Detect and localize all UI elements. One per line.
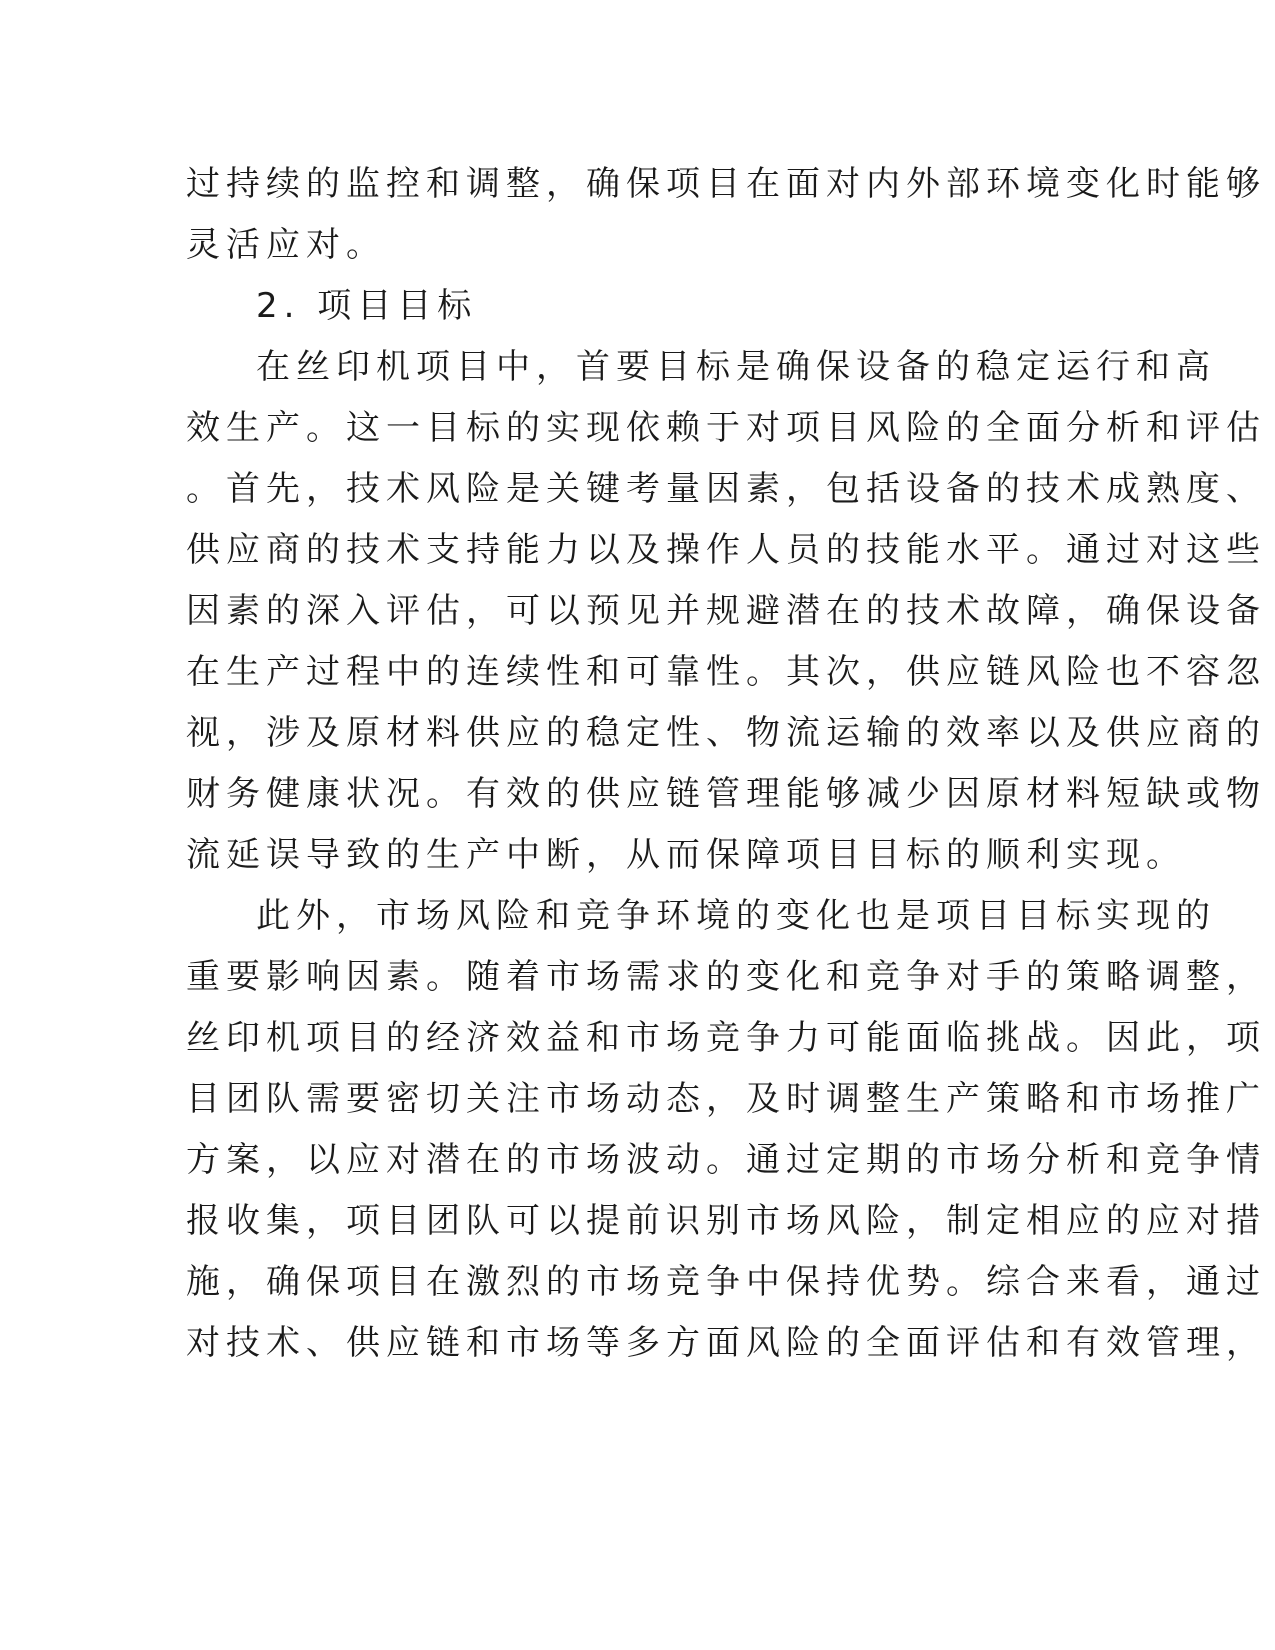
paragraph-1 xyxy=(186,337,1266,886)
text-line: 因素的深入评估，可以预见并规避潜在的技术故障，确保设备 xyxy=(186,591,1266,631)
text-line: 施，确保项目在激烈的市场竞争中保持优势。综合来看，通过 xyxy=(186,1262,1266,1302)
text-line: 在丝印机项目中，首要目标是确保设备的稳定运行和高 xyxy=(256,347,1216,387)
text-line: 在生产过程中的连续性和可靠性。其次，供应链风险也不容忽 xyxy=(186,652,1266,692)
document-body xyxy=(186,154,1266,1374)
text-line: 供应商的技术支持能力以及操作人员的技能水平。通过对这些 xyxy=(186,530,1266,570)
text-line: 重要影响因素。随着市场需求的变化和竞争对手的策略调整， xyxy=(186,957,1266,997)
text-line: 财务健康状况。有效的供应链管理能够减少因原材料短缺或物 xyxy=(186,774,1266,814)
text-line: 方案，以应对潜在的市场波动。通过定期的市场分析和竞争情 xyxy=(186,1140,1266,1180)
text-line: 过持续的监控和调整，确保项目在面对内外部环境变化时能够 xyxy=(186,164,1266,204)
text-line: 丝印机项目的经济效益和市场竞争力可能面临挑战。因此，项 xyxy=(186,1018,1266,1058)
text-line: 效生产。这一目标的实现依赖于对项目风险的全面分析和评估 xyxy=(186,408,1266,448)
paragraph-2 xyxy=(186,886,1266,1374)
text-line: 流延误导致的生产中断，从而保障项目目标的顺利实现。 xyxy=(186,835,1186,875)
text-line: 视，涉及原材料供应的稳定性、物流运输的效率以及供应商的 xyxy=(186,713,1266,753)
text-line: 此外，市场风险和竞争环境的变化也是项目目标实现的 xyxy=(256,896,1216,936)
text-line: 报收集，项目团队可以提前识别市场风险，制定相应的应对措 xyxy=(186,1201,1266,1241)
text-line: 。首先，技术风险是关键考量因素，包括设备的技术成熟度、 xyxy=(186,469,1266,509)
text-line: 对技术、供应链和市场等多方面风险的全面评估和有效管理， xyxy=(186,1323,1266,1363)
intro-paragraph xyxy=(186,154,1266,276)
text-line: 目团队需要密切关注市场动态，及时调整生产策略和市场推广 xyxy=(186,1079,1266,1119)
text-line: 灵活应对。 xyxy=(186,225,386,265)
section-heading: 2. 项目目标 xyxy=(256,286,478,326)
